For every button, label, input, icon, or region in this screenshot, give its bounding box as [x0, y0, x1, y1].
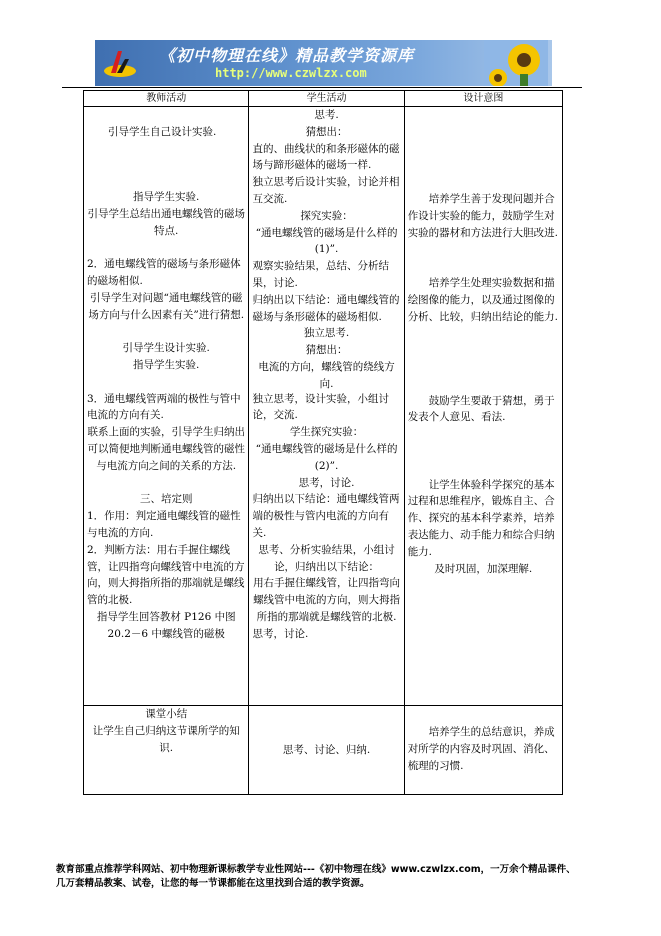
design-line: 培养学生善于发现问题并合作设计实验的能力，鼓励学生对实验的器材和方法进行大胆改进. — [407, 192, 559, 239]
student-line: 归纳出以下结论：通电螺线管的磁场与条形磁体的磁场相似. — [252, 293, 400, 323]
student-line: 用右手握住螺线管，让四指弯向螺线管中电流的方向，则大拇指所指的那端就是螺线管的北极. — [253, 577, 401, 623]
teacher-line: 2．通电螺线管的磁场与条形磁体的磁场相似. — [87, 258, 241, 287]
site-url[interactable]: http://www.czwlzx.com — [215, 66, 367, 80]
teacher-line: 2．判断方法：用右手握住螺线管，让四指弯向螺线管中电流的方向，则大拇指所指的那端就是螺线管的北极. — [87, 543, 245, 607]
student-line: 猜想出： — [305, 344, 348, 357]
page-footer — [56, 863, 616, 891]
sunflower-icon — [484, 40, 548, 86]
site-logo-icon — [103, 47, 137, 79]
teacher-line: 指导学生实验. — [133, 358, 200, 371]
footer-line: 几万套精品教案、试卷，让您的每一节课都能在这里找到合适的教学资源。 — [56, 878, 370, 889]
design-line: 培养学生处理实验数据和描绘图像的能力，以及通过图像的分析、比较，归纳出结论的能力. — [407, 276, 559, 323]
student-line: “通电螺线管的磁场是什么样的(2)”. — [255, 442, 398, 472]
student-line: 探究实验： — [300, 209, 353, 222]
header-rule — [62, 87, 582, 88]
summary-teacher-text: 让学生自己归纳这节课所学的知识. — [92, 724, 240, 754]
summary-design-text: 培养学生的总结意识，养成对所学的内容及时巩固、消化、梳理的习惯. — [407, 726, 555, 772]
teacher-line: 引导学生自己设计实验. — [108, 125, 217, 138]
student-line: 思考. — [314, 109, 339, 121]
student-line: 思考、分析实验结果，小组讨论，归纳出以下结论： — [258, 543, 395, 573]
summary-title: 课堂小结 — [145, 708, 188, 720]
table-row — [84, 107, 563, 706]
column-header: 教师活动 — [84, 91, 249, 107]
summary-student-text: 思考、讨论、归纳. — [282, 743, 371, 756]
header-banner — [95, 40, 552, 86]
footer-line: 教育部重点推荐学科网站、初中物理新课标教学专业性网站---《初中物理在线》www.czwlzx.com，一万余个精品课件、 — [56, 864, 576, 875]
teacher-activity-cell — [84, 107, 249, 706]
teacher-line: 1．作用：判定通电螺线管的磁性与电流的方向. — [87, 510, 241, 539]
design-line: 及时巩固，加深理解. — [434, 562, 533, 575]
design-intent-cell — [404, 107, 562, 706]
student-line: 独立思考. — [303, 327, 350, 340]
student-line: 直的、曲线状的和条形磁体的磁场与蹄形磁体的磁场一样. — [252, 142, 400, 172]
teacher-line: 引导学生设计实验. — [122, 342, 210, 355]
design-line: 鼓励学生要敢于猜想，勇于发表个人意见、看法. — [407, 394, 555, 424]
summary-design-cell — [404, 706, 562, 795]
design-line: 让学生体验科学探究的基本过程和思维程序，锻炼自主、合作、探究的基本科学素养，培养表达能力、动手能力和综合归纳能力. — [407, 478, 555, 558]
teacher-line: 指导学生实验. — [133, 190, 200, 203]
teacher-line: 引导学生总结出通电螺线管的磁场特点. — [87, 207, 245, 237]
teacher-line: 指导学生回答教材 P126 中图 20.2－6 中螺线管的磁极 — [96, 610, 236, 640]
summary-student-cell — [249, 706, 404, 795]
student-line: 电流的方向，螺线管的绕线方向. — [258, 360, 395, 390]
student-line: 独立思考后设计实验，讨论并相互交流. — [252, 176, 400, 205]
teacher-line: 引导学生对问题“通电螺线管的磁场方向与什么因素有关”进行猜想. — [88, 291, 245, 321]
summary-teacher-cell — [84, 706, 249, 795]
column-header: 设计意图 — [404, 91, 562, 107]
table-header-row — [84, 91, 563, 107]
student-line: 独立思考，设计实验，小组讨论，交流. — [252, 392, 389, 422]
student-line: “通电螺线管的磁场是什么样的(1)”. — [255, 226, 398, 256]
student-line: 学生探究实验： — [289, 426, 364, 439]
table-row — [84, 706, 563, 795]
teacher-line: 3．通电螺线管两端的极性与管中电流的方向有关. — [87, 392, 241, 422]
teacher-line: 联系上面的实验，引导学生归纳出可以简便地判断通电螺线管的磁性与电流方向之间的关系的方法. — [87, 426, 245, 472]
student-line: 归纳出以下结论：通电螺线管两端的极性与管内电流的方向有关. — [252, 493, 400, 539]
student-line: 思考，讨论. — [252, 627, 309, 640]
student-line: 思考，讨论. — [298, 476, 355, 489]
site-title: 《初中物理在线》精品教学资源库 — [159, 46, 415, 65]
column-header: 学生活动 — [249, 91, 404, 107]
student-line: 猜想出： — [305, 125, 348, 138]
student-activity-cell — [249, 107, 404, 706]
teacher-line: 三、培定则 — [139, 493, 193, 506]
student-line: 观察实验结果，总结、分析结果，讨论. — [252, 260, 389, 289]
lesson-table — [83, 90, 563, 795]
